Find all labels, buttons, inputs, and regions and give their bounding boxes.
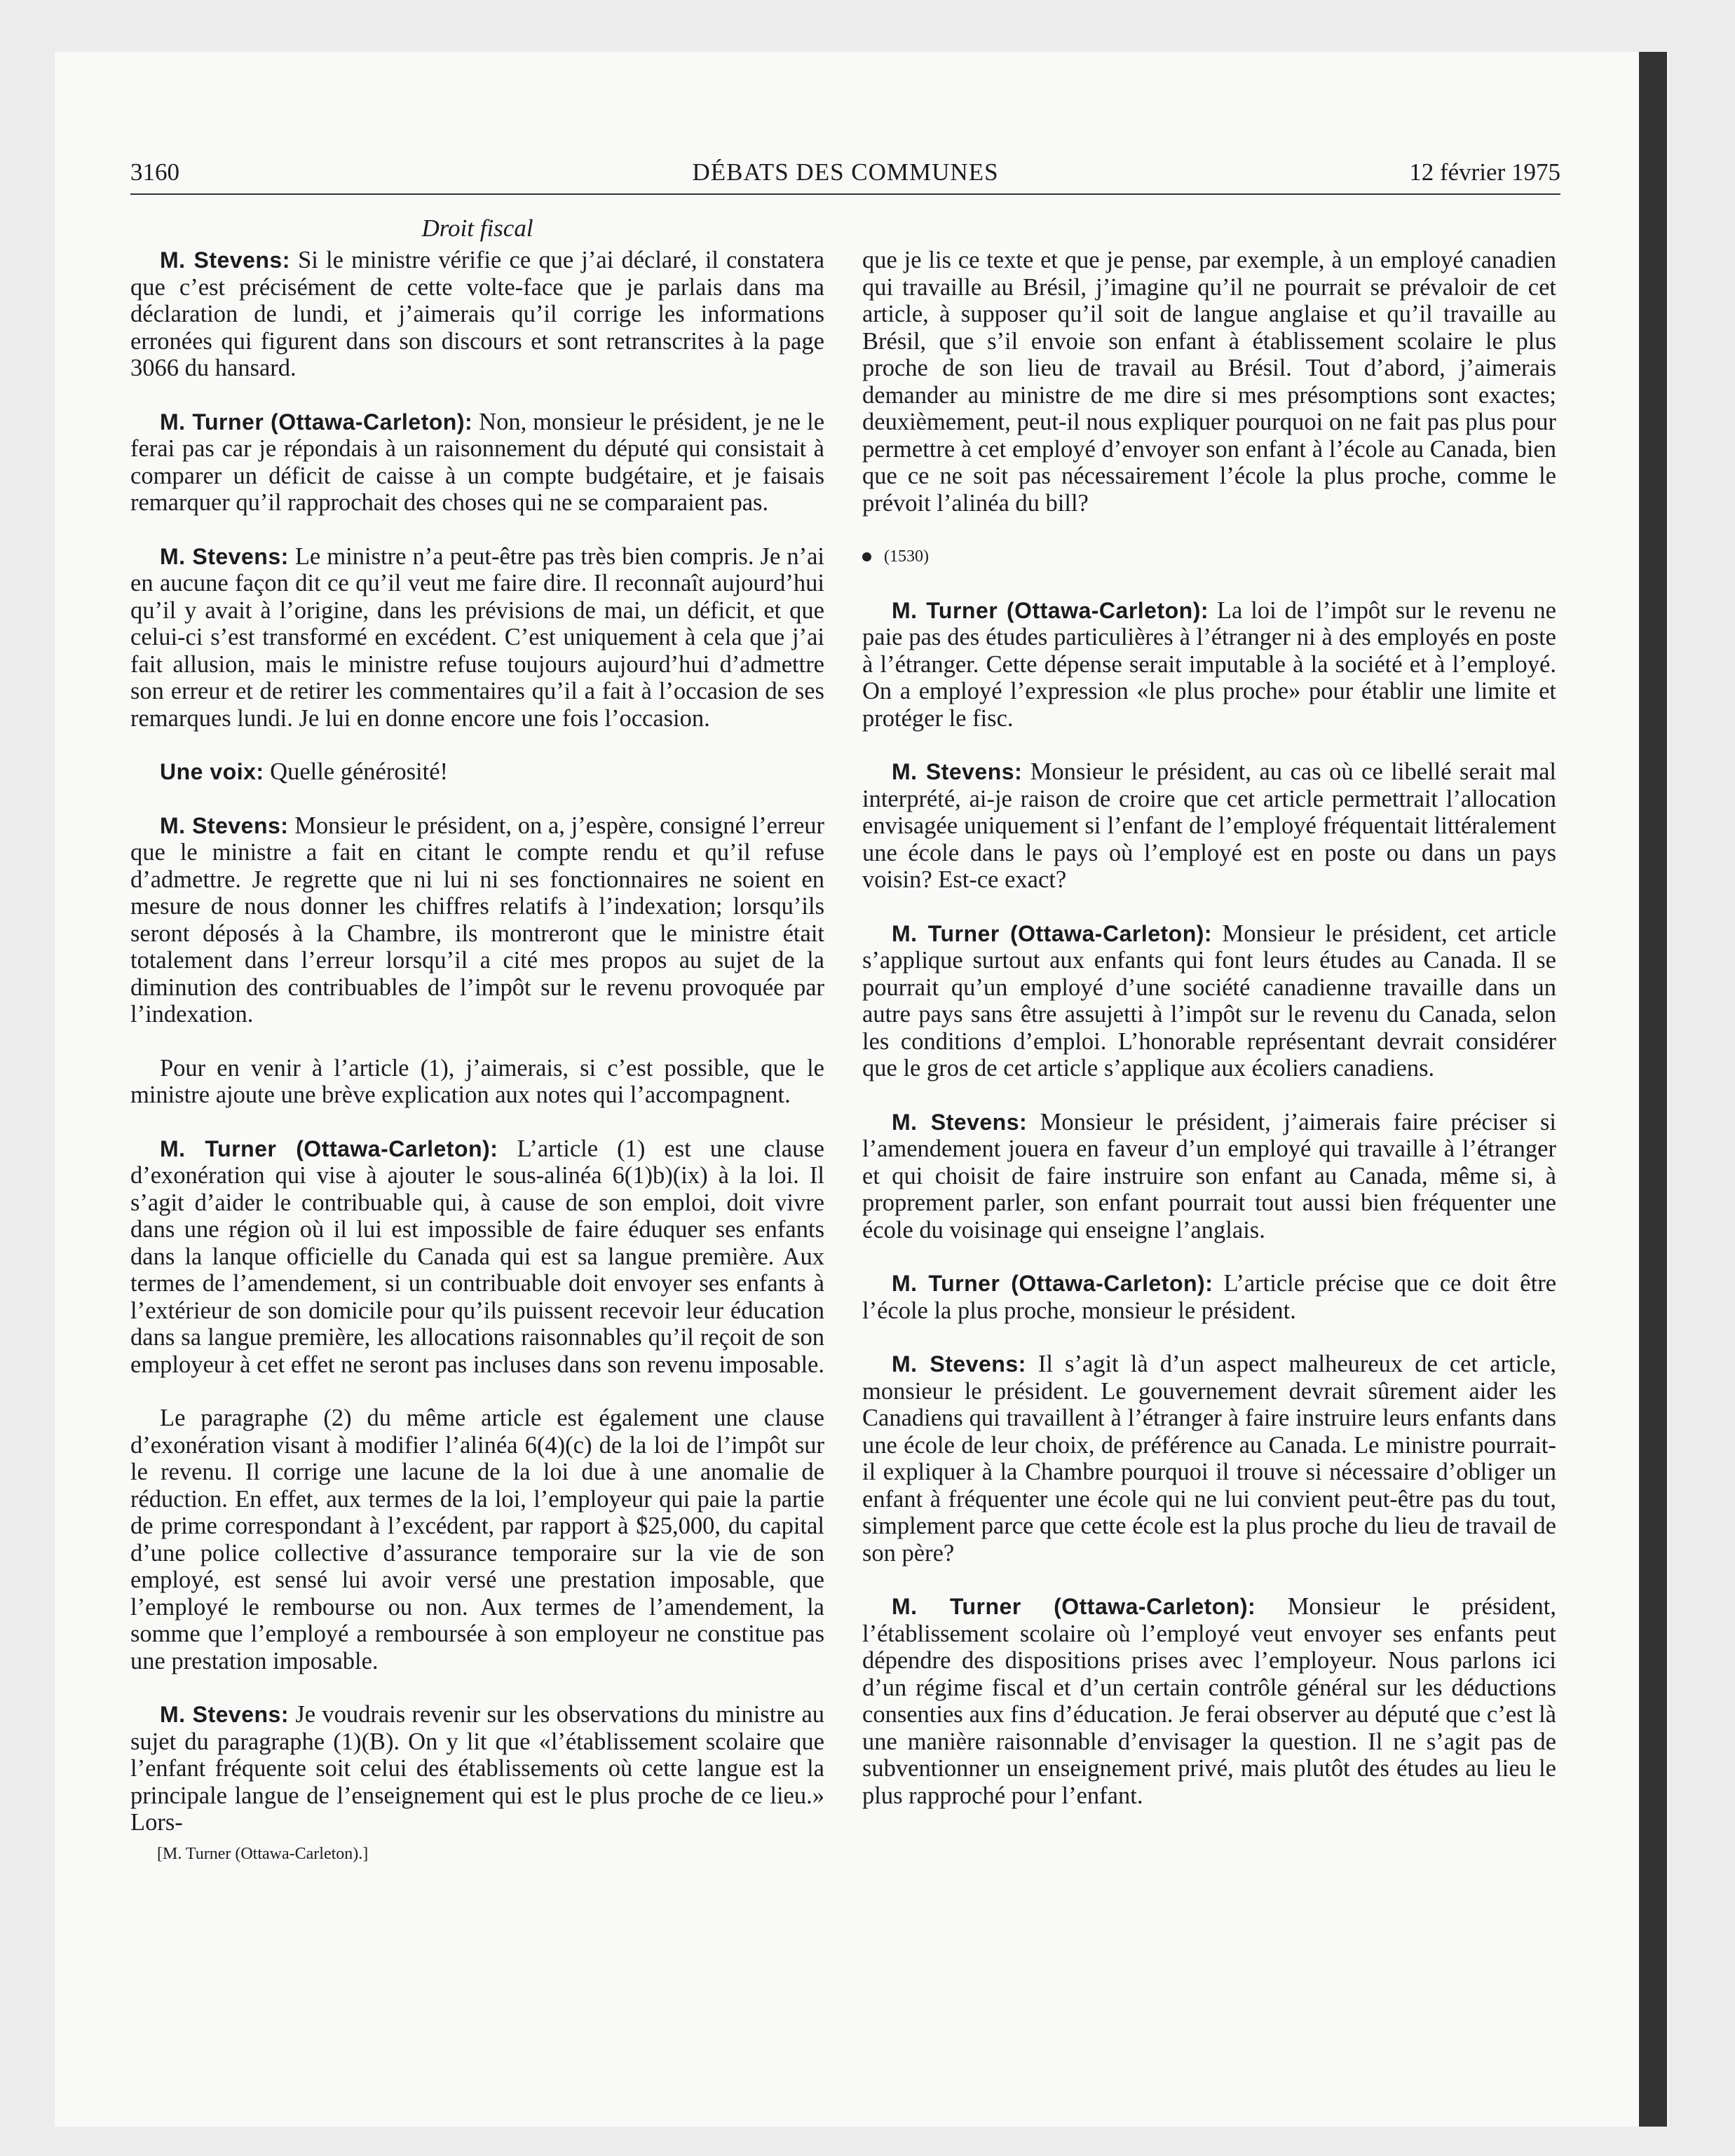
paragraph [130, 1701, 824, 1836]
speech-text: Monsieur le président, l’établissement scolaire où l’employé veut envoyer ses enfants peut dépendre des dispositions prises avec l’employeur. Nous parlons ici d’un régime fiscal et d’un certain contrôle général sur les déductions consenties aux fins d’éducation. Je ferai observer au député que c’est là une manière raisonnable d’envisager la question. Il ne s’agit pas de subventionner un enseignement privé, mais plutôt des études au lieu le plus rapproché pour l’enfant. [862, 1593, 1556, 1809]
speaker-name: M. Turner (Ottawa-Carleton): [892, 1271, 1213, 1296]
scan-edge [1639, 52, 1667, 2127]
speaker-name: M. Turner (Ottawa-Carleton): [892, 920, 1213, 946]
speech-text: Le paragraphe (2) du même article est également une clause d’exonération visant à modifier l’alinéa 6(4)(c) de la loi de l’impôt sur le revenu. Il corrige une lacune de la loi due à une anomalie de réduction. En effet, aux termes de la loi, l’employeur qui paie la partie de prime correspondant à l’excédent, par rapport à $25,000, du capital d’une police collective d’assurance temporaire sur la vie de son employé, est sensé lui avoir versé une prestation imposable, que l’employé le rembourse ou non. Aux termes de l’amendement, la somme que l’employé a remboursée à son employeur ne constitue pas une prestation imposable. [130, 1405, 824, 1674]
paragraph [130, 247, 824, 382]
right-column [862, 247, 1556, 1836]
paragraph [862, 1109, 1556, 1244]
paragraph [862, 920, 1556, 1082]
publication-date: 12 février 1975 [1409, 158, 1560, 186]
speaker-name: M. Stevens: [160, 1702, 290, 1727]
paragraph [862, 1593, 1556, 1809]
speaker-name: M. Turner (Ottawa-Carleton): [160, 1135, 498, 1161]
paragraph [862, 758, 1556, 894]
time-marker [862, 543, 1556, 571]
publication-title: DÉBATS DES COMMUNES [692, 158, 999, 186]
paragraph [130, 543, 824, 732]
speech-text: Monsieur le président, cet article s’applique surtout aux enfants qui font leurs études au Canada. Il se pourrait qu’un employé d’une société canadienne travaille dans un autre pays sans être assujetti à l’impôt sur le revenu du Canada, selon les conditions d’emploi. L’honorable représentant devrait considérer que le gros de cet article s’applique aux écoliers canadiens. [862, 920, 1556, 1082]
speech-text: Pour en venir à l’article (1), j’aimerais, si c’est possible, que le ministre ajoute une brève explication aux notes qui l’accompagnent. [130, 1054, 824, 1108]
paragraph [130, 1405, 824, 1674]
section-title: Droit fiscal [421, 214, 533, 242]
speaker-name: M. Stevens: [892, 1109, 1028, 1135]
bullet-icon [862, 552, 871, 561]
paragraph [130, 1135, 824, 1379]
speaker-name: M. Stevens: [160, 812, 289, 838]
speaker-name: M. Turner (Ottawa-Carleton): [892, 1594, 1256, 1619]
paragraph [130, 1055, 824, 1109]
paragraph [862, 1351, 1556, 1567]
speaker-footnote: [M. Turner (Ottawa-Carleton).] [157, 1844, 369, 1863]
speech-text: Le ministre n’a peut-être pas très bien compris. Je n’ai en aucune façon dit ce qu’il veut me faire dire. Il reconnaît aujourd’hui qu’il y avait à l’origine, dans les prévisions de mai, un déficit, et que celui-ci s’est transformé en excédent. C’est uniquement à cela que j’ai fait allusion, mais le ministre refuse toujours aujourd’hui d’admettre son erreur et de retirer les commentaires qu’il a fait à l’occasion de ses remarques lundi. Je lui en donne encore une fois l’occasion. [130, 543, 824, 732]
page-header [130, 158, 1560, 195]
page-number: 3160 [130, 158, 179, 186]
speaker-name: M. Stevens: [160, 543, 289, 569]
speaker-name: M. Stevens: [892, 759, 1023, 784]
speaker-name: M. Turner (Ottawa-Carleton): [160, 409, 473, 435]
speech-text: L’article (1) est une clause d’exonération qui vise à ajouter le sous-alinéa 6(1)b)(ix) à la loi. Il s’agit d’aider le contribuable qui, à cause de son emploi, doit vivre dans une région où il lui est impossible de faire éduquer ses enfants dans la lanque officielle du Canada qui est sa langue première. Aux termes de l’amendement, si un contribuable doit envoyer ses enfants à l’extérieur de son domicile pour qu’ils puissent recevoir leur éducation dans sa langue première, les allocations raisonnables qu’il reçoit de son employeur à cet effet ne seront pas incluses dans son revenu imposable. [130, 1135, 824, 1378]
speech-text: Monsieur le président, au cas où ce libellé serait mal interprété, ai-je raison de croire que cet article permettrait l’allocation envisagée uniquement si l’enfant de l’employé fréquentait littéralement une école dans le pays où l’employé est en poste ou dans un pays voisin? Est-ce exact? [862, 758, 1556, 893]
left-column [130, 247, 824, 1867]
speech-text: La loi de l’impôt sur le revenu ne paie pas des études particulières à l’étranger ni à des employés en poste à l’étranger. Cette dépense serait imputable à la société et à l’employé. On a employé l’expression «le plus proche» pour établir une limite et protéger le fisc. [862, 596, 1556, 732]
paragraph [130, 812, 824, 1028]
speech-text: Si le ministre vérifie ce que j’ai déclaré, il constatera que c’est précisément de cette volte-face que je parlais dans ma déclaration de lundi, et j’aimerais qu’il corrige les informations erronées qui figurent dans son discours et sont retranscrites à la page 3066 du hansard. [130, 247, 825, 381]
paragraph [130, 758, 824, 786]
speech-text: que je lis ce texte et que je pense, par exemple, à un employé canadien qui travaille au Brésil, j’imagine qu’il ne pourrait se prévaloir de cet article, à supposer qu’il soit de langue anglaise et qu’il travaille au Brésil, que s’il envoie son enfant à établissement scolaire le plus proche de son lieu de travail au Brésil. Tout d’abord, j’aimerais demander au ministre de me dire si mes présomptions sont exactes; deuxièmement, peut-il nous expliquer pourquoi on ne fait pas plus pour permettre à cet employé d’envoyer son enfant à l’école au Canada, bien que ce ne soit pas nécessairement l’école la plus proche, comme le prévoit l’alinéa du bill? [862, 247, 1556, 517]
speaker-name: M. Stevens: [160, 247, 290, 273]
speech-text: L’article précise que ce doit être l’école la plus proche, monsieur le président. [862, 1270, 1557, 1324]
speech-text: Monsieur le président, on a, j’espère, consigné l’erreur que le ministre a fait en citant le compte rendu et qu’il refuse d’admettre. Je regrette que ni lui ni ses fonctionnaires ne soient en mesure de nous donner les chiffres relatifs à l’indexation; lorsqu’ils seront déposés à la Chambre, ils montreront que le ministre était totalement dans l’erreur lorsqu’il a cité mes propos au sujet de la diminution des contribuables de l’impôt sur le revenu provoquée par l’indexation. [130, 812, 825, 1028]
time-stamp: (1530) [884, 547, 929, 566]
speech-text: Quelle générosité! [264, 758, 449, 785]
paragraph [862, 247, 1556, 517]
speech-text: Je voudrais revenir sur les observations du ministre au sujet du paragraphe (1)(B). On y lit que «l’établissement scolaire que l’enfant fréquente soit celui des établissements où cette langue est la principale langue de l’enseignement qui est le plus proche de ce lieu.» Lors- [130, 1701, 825, 1836]
speech-text: Il s’agit là d’un aspect malheureux de cet article, monsieur le président. Le gouvernement devrait sûrement aider les Canadiens qui travaillent à l’étranger à faire instruire leurs enfants dans une école de leur choix, de préférence au Canada. Le ministre pourrait-il expliquer à la Chambre pourquoi il trouve si nécessaire d’obliger un enfant à fréquenter une école qui ne lui convient peut-être pas du tout, simplement parce que cette école est la plus proche du lieu de travail de son père? [862, 1351, 1557, 1567]
speaker-name: M. Stevens: [892, 1351, 1026, 1377]
speech-text: Monsieur le président, j’aimerais faire préciser si l’amendement jouera en faveur d’un employé qui travaille à l’étranger et qui choisit de faire instruire son enfant au Canada, même si, à proprement parler, son enfant pourrait tout aussi bien fréquenter une école du voisinage qui enseigne l’anglais. [862, 1108, 1556, 1243]
speech-text: Non, monsieur le président, je ne le ferai pas car je répondais à un raisonnement du député qui consistait à comparer un déficit de caisse à un compte budgétaire, et je faisais remarquer qu’il rapprochait des choses qui ne se comparaient pas. [130, 408, 825, 516]
speaker-name: M. Turner (Ottawa-Carleton): [892, 597, 1209, 623]
paragraph [862, 1270, 1556, 1324]
speaker-name: Une voix: [160, 759, 264, 784]
paragraph [862, 597, 1556, 732]
paragraph [130, 409, 824, 517]
